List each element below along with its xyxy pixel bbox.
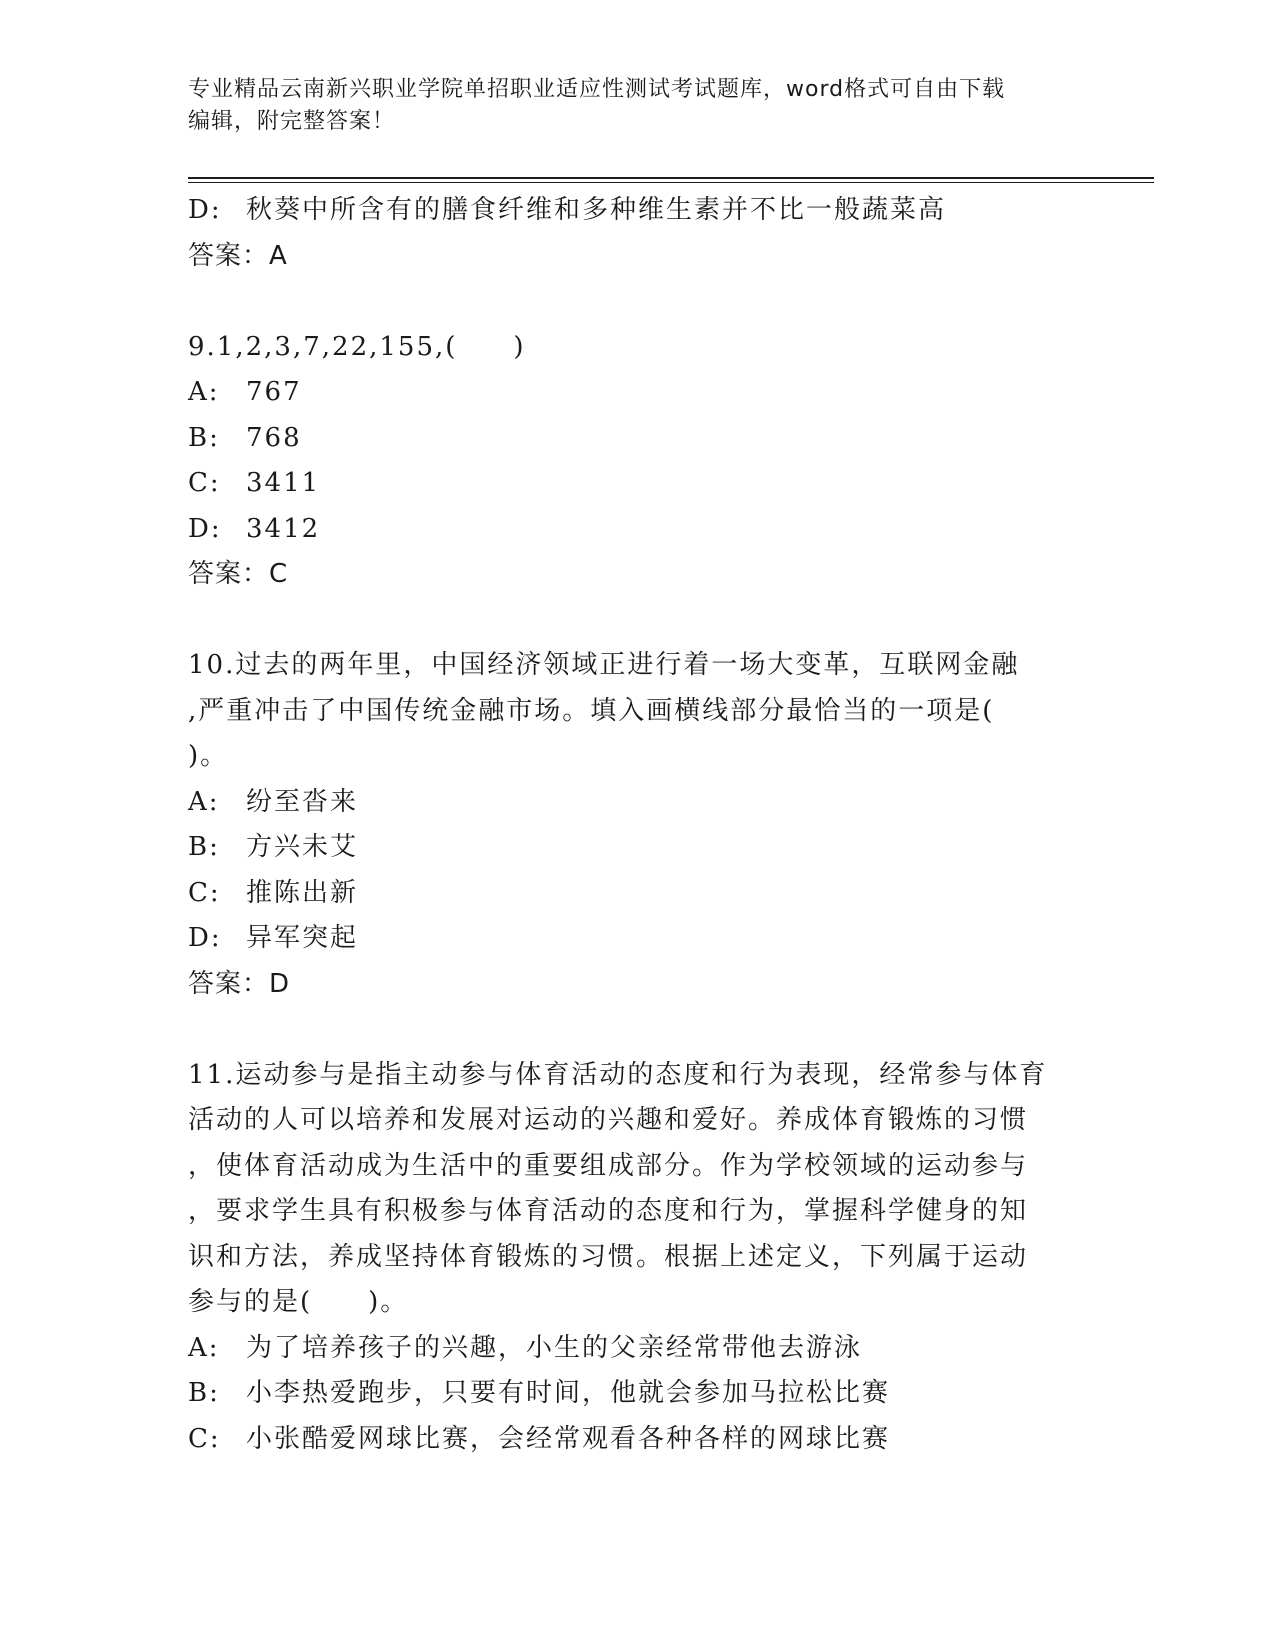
q11-stem-line-1: 11.运动参与是指主动参与体育活动的态度和行为表现，经常参与体育 bbox=[188, 1059, 1048, 1090]
q11-stem-line-6: 参与的是( )。 bbox=[188, 1287, 409, 1317]
header-line-1: 专业精品云南新兴职业学院单招职业适应性测试考试题库，word格式可自由下载 bbox=[188, 77, 1006, 102]
option-letter: B: bbox=[188, 422, 220, 453]
option-letter: A: bbox=[188, 377, 220, 407]
spacer bbox=[188, 598, 1088, 644]
q10-option-b bbox=[188, 825, 1088, 871]
q9-option-b bbox=[188, 416, 1088, 462]
q9-option-c bbox=[188, 461, 1088, 507]
q10-stem-line-1: 10.过去的两年里，中国经济领域正进行着一场大变革，互联网金融 bbox=[188, 650, 1020, 680]
q10-option-a bbox=[188, 780, 1088, 826]
option-letter: D: bbox=[188, 195, 222, 225]
option-letter: C: bbox=[188, 468, 221, 498]
option-text: 推陈出新 bbox=[246, 877, 359, 908]
option-letter: C: bbox=[188, 1423, 221, 1454]
question-content bbox=[188, 188, 1088, 1462]
option-letter: D: bbox=[188, 923, 222, 953]
q11-stem-line-2: 活动的人可以培养和发展对运动的兴趣和爱好。养成体育锻炼的习惯 bbox=[188, 1105, 1029, 1135]
header-rule-thin bbox=[188, 182, 1154, 183]
q8-option-d bbox=[188, 188, 1088, 234]
q10-answer: 答案：D bbox=[188, 968, 291, 999]
option-letter: A: bbox=[188, 1332, 220, 1363]
q10-option-c bbox=[188, 871, 1088, 917]
option-text: 小张酷爱网球比赛，会经常观看各种各样的网球比赛 bbox=[246, 1423, 891, 1454]
q11-option-c bbox=[188, 1417, 1088, 1463]
q10-stem-line-3: )。 bbox=[188, 741, 229, 771]
spacer bbox=[188, 279, 1088, 325]
spacer bbox=[188, 1007, 1088, 1053]
option-text: 方兴未艾 bbox=[246, 832, 359, 862]
option-text: 小李热爱跑步，只要有时间，他就会参加马拉松比赛 bbox=[246, 1378, 891, 1408]
q11-option-b bbox=[188, 1371, 1088, 1417]
q10-stem-line-2: ,严重冲击了中国传统金融市场。填入画横线部分最恰当的一项是( bbox=[188, 695, 995, 726]
q11-option-a bbox=[188, 1326, 1088, 1372]
header-rule-thick bbox=[188, 177, 1154, 179]
option-text: 3411 bbox=[246, 468, 321, 498]
document-header bbox=[188, 74, 1088, 138]
option-text: 为了培养孩子的兴趣，小生的父亲经常带他去游泳 bbox=[246, 1332, 863, 1363]
q8-answer: 答案：A bbox=[188, 240, 288, 271]
q9-answer: 答案：C bbox=[188, 559, 289, 589]
option-letter: B: bbox=[188, 1378, 220, 1408]
q10-option-d bbox=[188, 916, 1088, 962]
option-letter: B: bbox=[188, 832, 220, 862]
header-line-2: 编辑，附完整答案！ bbox=[188, 109, 396, 134]
option-letter: A: bbox=[188, 786, 220, 817]
option-text: 3412 bbox=[246, 513, 321, 544]
option-text: 异军突起 bbox=[246, 923, 359, 953]
option-letter: D: bbox=[188, 513, 222, 544]
q11-stem-line-4: ，要求学生具有积极参与体育活动的态度和行为，掌握科学健身的知 bbox=[188, 1196, 1029, 1226]
option-text: 768 bbox=[246, 422, 302, 453]
option-text: 纷至沓来 bbox=[246, 786, 359, 817]
option-text: 秋葵中所含有的膳食纤维和多种维生素并不比一般蔬菜高 bbox=[246, 195, 947, 225]
q9-stem: 9.1,2,3,7,22,155,( ) bbox=[188, 331, 526, 362]
q9-option-d bbox=[188, 507, 1088, 553]
option-letter: C: bbox=[188, 877, 221, 908]
option-text: 767 bbox=[246, 377, 302, 407]
q11-stem-line-5: 识和方法，养成坚持体育锻炼的习惯。根据上述定义，下列属于运动 bbox=[188, 1241, 1029, 1272]
q9-option-a bbox=[188, 370, 1088, 416]
q11-stem-line-3: ，使体育活动成为生活中的重要组成部分。作为学校领域的运动参与 bbox=[188, 1150, 1029, 1181]
